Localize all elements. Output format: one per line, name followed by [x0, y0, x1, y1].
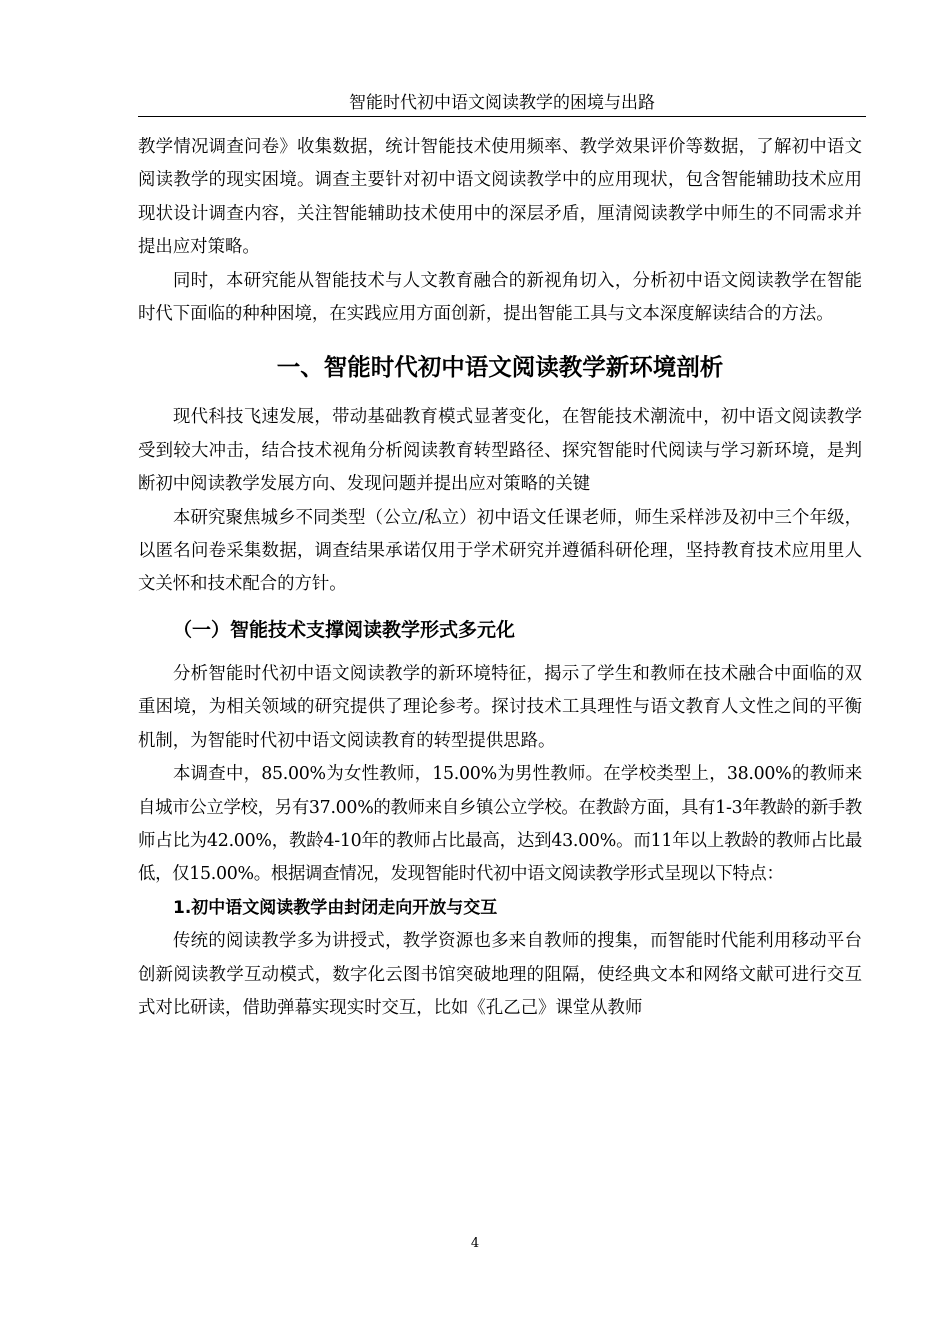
- running-header: 智能时代初中语文阅读教学的困境与出路: [349, 93, 655, 113]
- section-heading-1: 一、智能时代初中语文阅读教学新环境剖析: [276, 353, 724, 382]
- paragraph-survey-statistics: 本调查中，85.00%为女性教师，15.00%为男性教师。在学校类型上，38.00%的教师来自城市公立学校，另有37.00%的教师来自乡镇公立学校。在教龄方面，具有1-3年教龄的新手教师占比为42.00%，教龄4-10年的教师占比最高，达到43.00%。而11年以上教龄的教师占比最低，仅15.00%。根据调查情况，发现智能时代初中语文阅读教学形式呈现以下特点：: [138, 764, 862, 885]
- paragraph-open-interactive-teaching: 传统的阅读教学多为讲授式，教学资源也多来自教师的搜集，而智能时代能利用移动平台创新阅读教学互动模式，数字化云图书馆突破地理的阻隔，使经典文本和网络文献可进行交互式对比研读，借助弹幕实现实时交互，比如《孔乙己》课堂从教师: [138, 931, 862, 1018]
- subsection-heading-1: （一）智能技术支撑阅读教学形式多元化: [173, 618, 516, 641]
- page-body: [138, 131, 862, 1025]
- page-number: 4: [470, 1236, 480, 1251]
- paragraph-tech-background: 现代科技飞速发展，带动基础教育模式显著变化，在智能技术潮流中，初中语文阅读教学受到较大冲击，结合技术视角分析阅读教育转型路径、探究智能时代阅读与学习新环境，是判断初中阅读教学发展方向、发现问题并提出应对策略的关键: [138, 407, 862, 495]
- header-rule: [138, 116, 866, 117]
- point-heading-1: 1.初中语文阅读教学由封闭走向开放与交互: [173, 897, 498, 918]
- paragraph-research-innovation: 同时，本研究能从智能技术与人文教育融合的新视角切入，分析初中语文阅读教学在智能时代下面临的种种困境，在实践应用方面创新，提出智能工具与文本深度解读结合的方法。: [138, 270, 862, 325]
- paragraph-environment-analysis: 分析智能时代初中语文阅读教学的新环境特征，揭示了学生和教师在技术融合中面临的双重困境，为相关领域的研究提供了理论参考。探讨技术工具理性与语文教育人文性之间的平衡机制，为智能时代初中语文阅读教育的转型提供思路。: [138, 663, 862, 751]
- paragraph-survey-method: 教学情况调查问卷》收集数据，统计智能技术使用频率、教学效果评价等数据，了解初中语文阅读教学的现实困境。调查主要针对初中语文阅读教学中的应用现状，包含智能辅助技术应用现状设计调查内容，关注智能辅助技术使用中的深层矛盾，厘清阅读教学中师生的不同需求并提出应对策略。: [138, 137, 862, 258]
- paragraph-research-scope: 本研究聚焦城乡不同类型（公立/私立）初中语文任课老师，师生采样涉及初中三个年级，以匿名问卷采集数据，调查结果承诺仅用于学术研究并遵循科研伦理，坚持教育技术应用里人文关怀和技术配合的方针。: [138, 507, 862, 595]
